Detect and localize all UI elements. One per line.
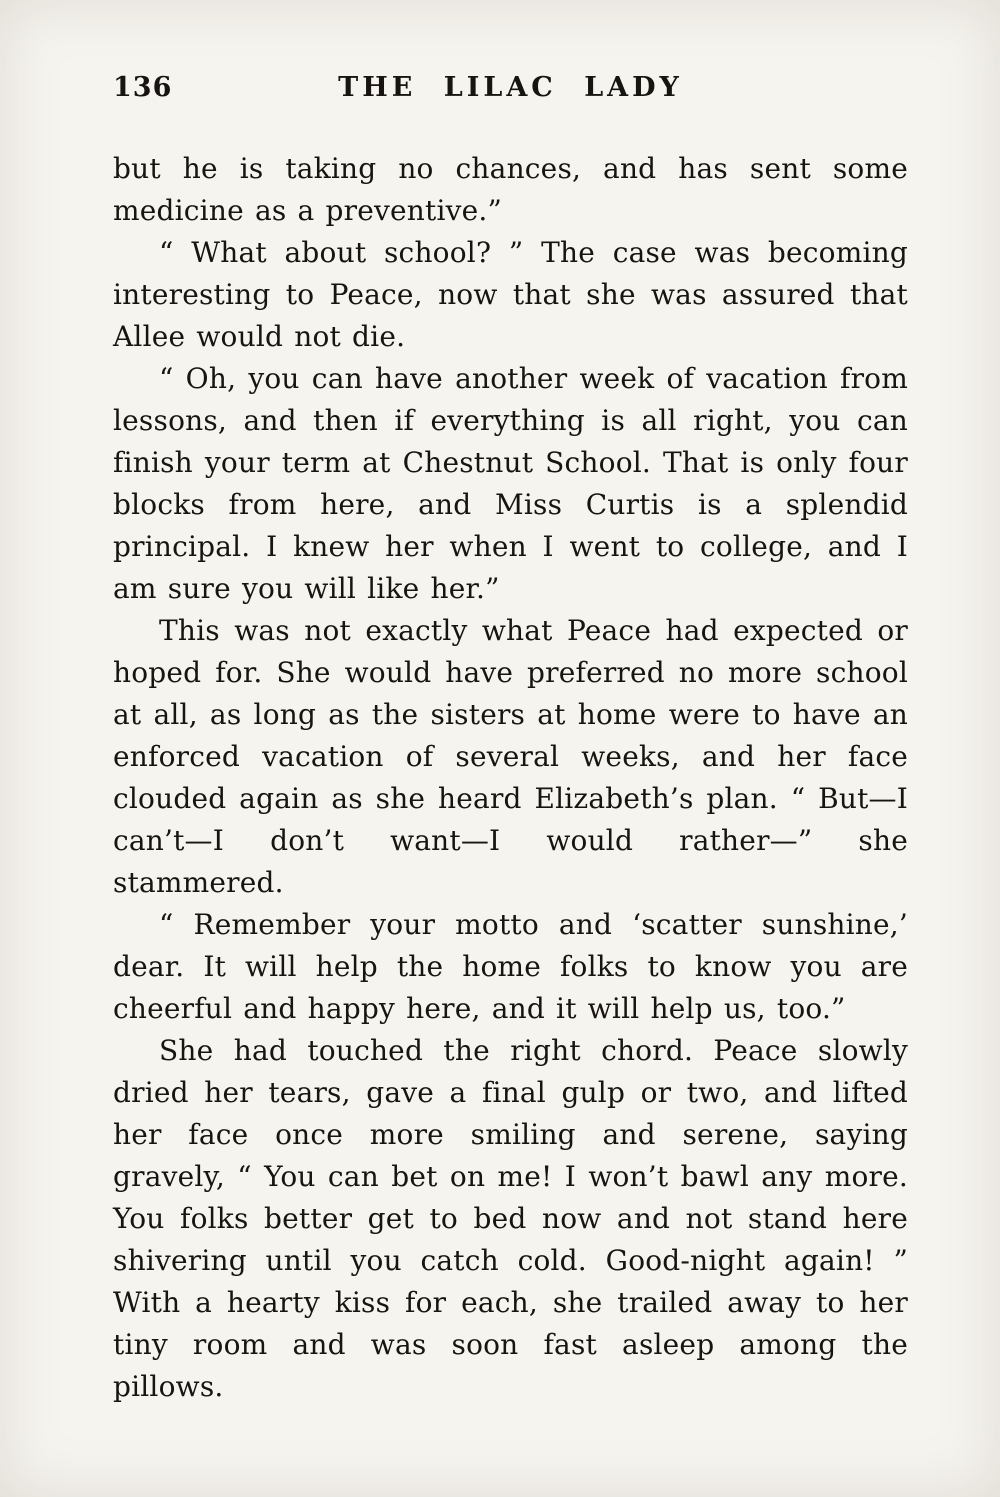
paragraph: “ Remember your motto and ‘scatter sunshine,’ dear. It will help the home folks to know you are cheerful and happy here, and it will help us, too.”: [113, 908, 908, 1025]
page-number: 136: [113, 72, 173, 103]
paragraph: “ Oh, you can have another week of vacation from lessons, and then if everything is all right, you can finish your term at Chestnut School. That is only four blocks from here, and Miss Curtis is a splendid principal. I knew her when I went to college, and I am sure you will like her.”: [113, 362, 908, 605]
running-head: [113, 72, 908, 112]
paragraph: “ What about school? ” The case was becoming interesting to Peace, now that she was assured that Allee would not die.: [113, 236, 908, 353]
paragraph-continuation: but he is taking no chances, and has sent some medicine as a preventive.”: [113, 152, 908, 227]
running-title: THE LILAC LADY: [338, 72, 683, 103]
page-body: [113, 148, 908, 1408]
paragraph: This was not exactly what Peace had expected or hoped for. She would have preferred no more school at all, as long as the sisters at home were to have an enforced vacation of several weeks, and her face clouded again as she heard Elizabeth’s plan. “ But—I can’t—I don’t want—I would rather—” she stammered.: [113, 614, 908, 899]
paragraph: She had touched the right chord. Peace slowly dried her tears, gave a final gulp or two, and lifted her face once more smiling and serene, saying gravely, “ You can bet on me! I won’t bawl any more. You folks better get to bed now and not stand here shivering until you catch cold. Good-night again! ” With a hearty kiss for each, she trailed away to her tiny room and was soon fast asleep among the pillows.: [113, 1034, 908, 1403]
